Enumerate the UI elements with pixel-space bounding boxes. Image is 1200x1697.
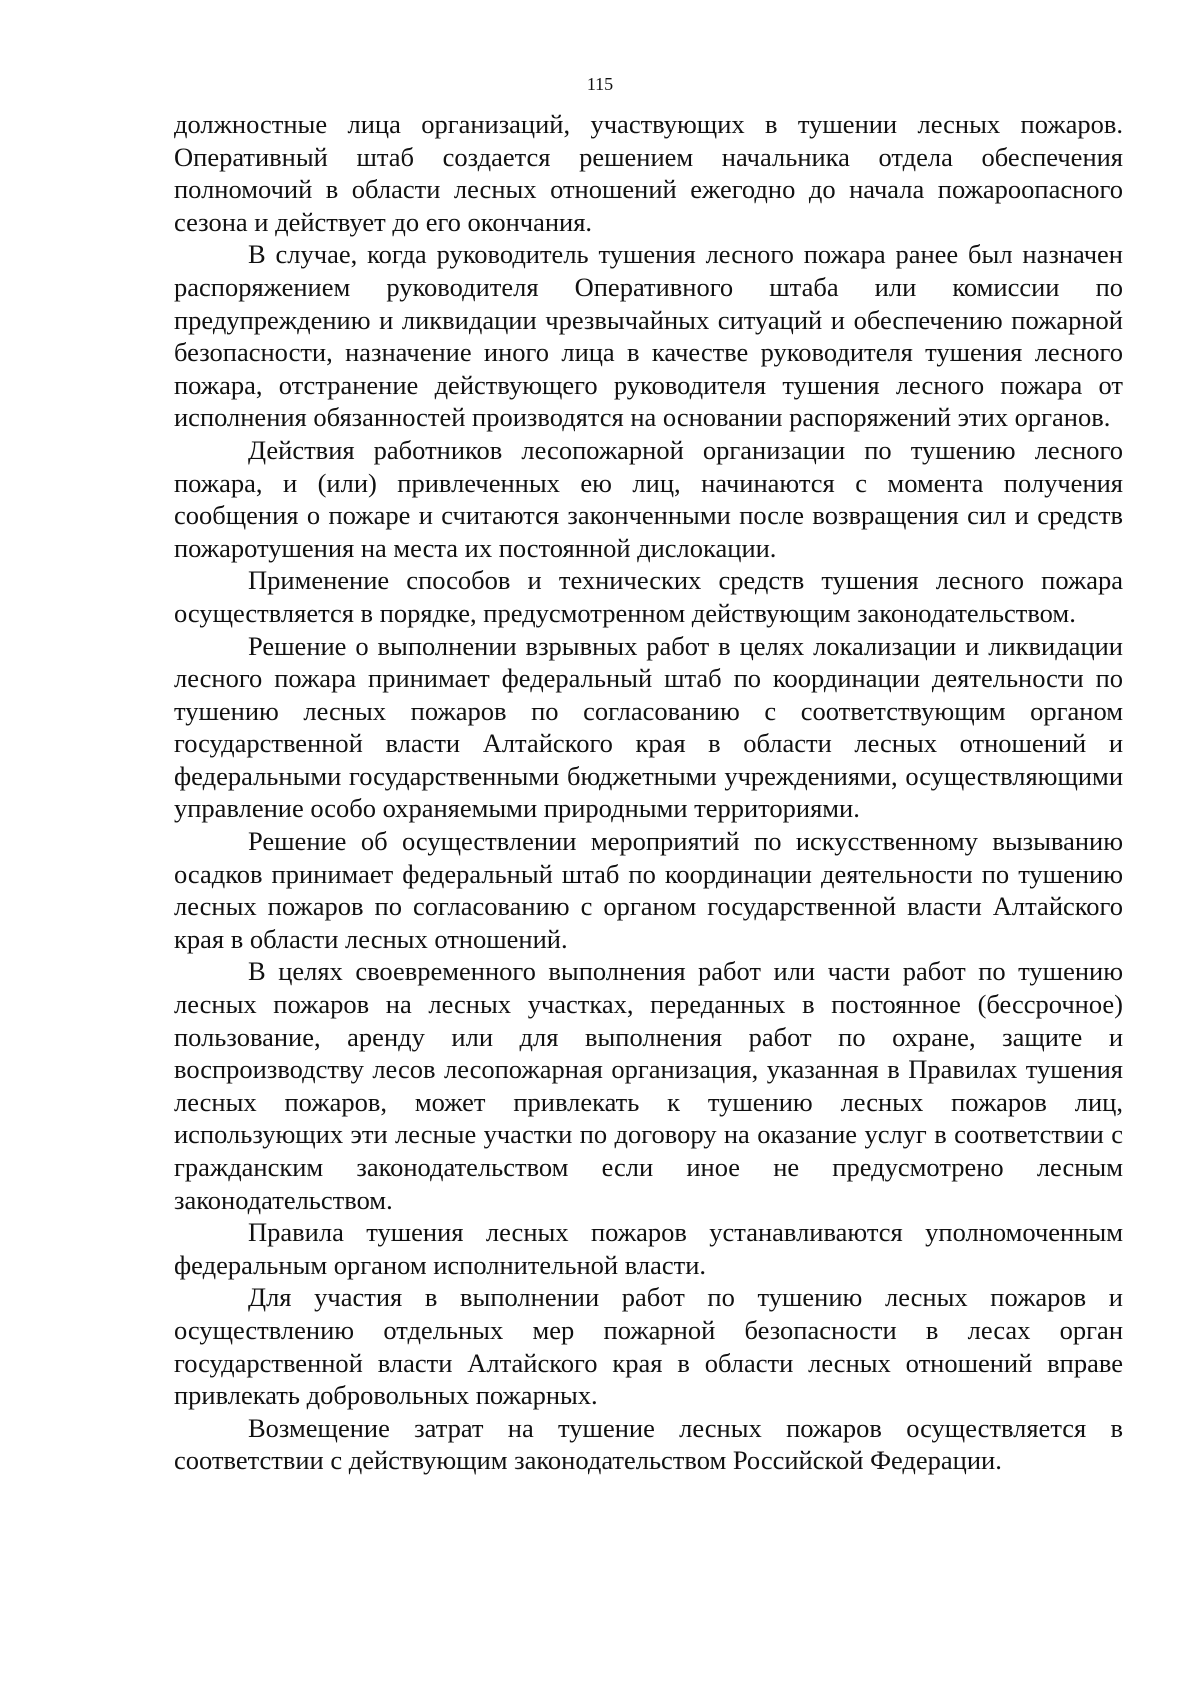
paragraph-9: Для участия в выполнении работ по тушению лесных пожаров и осуществлению отдельных мер пожарной безопасности в лесах орган государственной власти Алтайского края в области лесных отношений вправе привлекать добровольных пожарных.	[174, 1282, 1123, 1411]
paragraph-1: должностные лица организаций, участвующих в тушении лесных пожаров. Оперативный штаб создается решением начальника отдела обеспечения полномочий в области лесных отношений ежегодно до начала пожароопасного сезона и действует до его окончания.	[174, 109, 1123, 237]
paragraph-2: В случае, когда руководитель тушения лесного пожара ранее был назначен распоряжением руководителя Оперативного штаба или комиссии по предупреждению и ликвидации чрезвычайных ситуаций и обеспечению пожарной безопасности, назначение иного лица в качестве руководителя тушения лесного пожара, отстранение действующего руководителя тушения лесного пожара от исполнения обязанностей производятся на основании распоряжений этих органов.	[174, 239, 1123, 433]
document-body	[174, 108, 1123, 1477]
paragraph-4: Применение способов и технических средств тушения лесного пожара осуществляется в порядке, предусмотренном действующим законодательством.	[174, 565, 1123, 628]
paragraph-8: Правила тушения лесных пожаров устанавливаются уполномоченным федеральным органом исполнительной власти.	[174, 1217, 1123, 1280]
page-number: 115	[586, 74, 614, 94]
paragraph-5: Решение о выполнении взрывных работ в целях локализации и ликвидации лесного пожара принимает федеральный штаб по координации деятельности по тушению лесных пожаров по согласованию с соответствующим органом государственной власти Алтайского края в области лесных отношений и федеральными государственными бюджетными учреждениями, осуществляющими управление особо охраняемыми природными территориями.	[174, 630, 1123, 824]
paragraph-7: В целях своевременного выполнения работ или части работ по тушению лесных пожаров на лесных участках, переданных в постоянное (бессрочное) пользование, аренду или для выполнения работ по охране, защите и воспроизводству лесов лесопожарная организация, указанная в Правилах тушения лесных пожаров, может привлекать к тушению лесных пожаров лиц, использующих эти лесные участки по договору на оказание услуг в соответствии с гражданским законодательством если иное не предусмотрено лесным законодательством.	[174, 956, 1123, 1215]
paragraph-3: Действия работников лесопожарной организации по тушению лесного пожара, и (или) привлеченных ею лиц, начинаются с момента получения сообщения о пожаре и считаются законченными после возвращения сил и средств пожаротушения на места их постоянной дислокации.	[174, 434, 1123, 563]
paragraph-10: Возмещение затрат на тушение лесных пожаров осуществляется в соответствии с действующим законодательством Российской Федерации.	[174, 1412, 1123, 1476]
paragraph-6: Решение об осуществлении мероприятий по искусственному вызыванию осадков принимает федеральный штаб по координации деятельности по тушению лесных пожаров по согласованию с органом государственной власти Алтайского края в области лесных отношений.	[174, 826, 1123, 954]
